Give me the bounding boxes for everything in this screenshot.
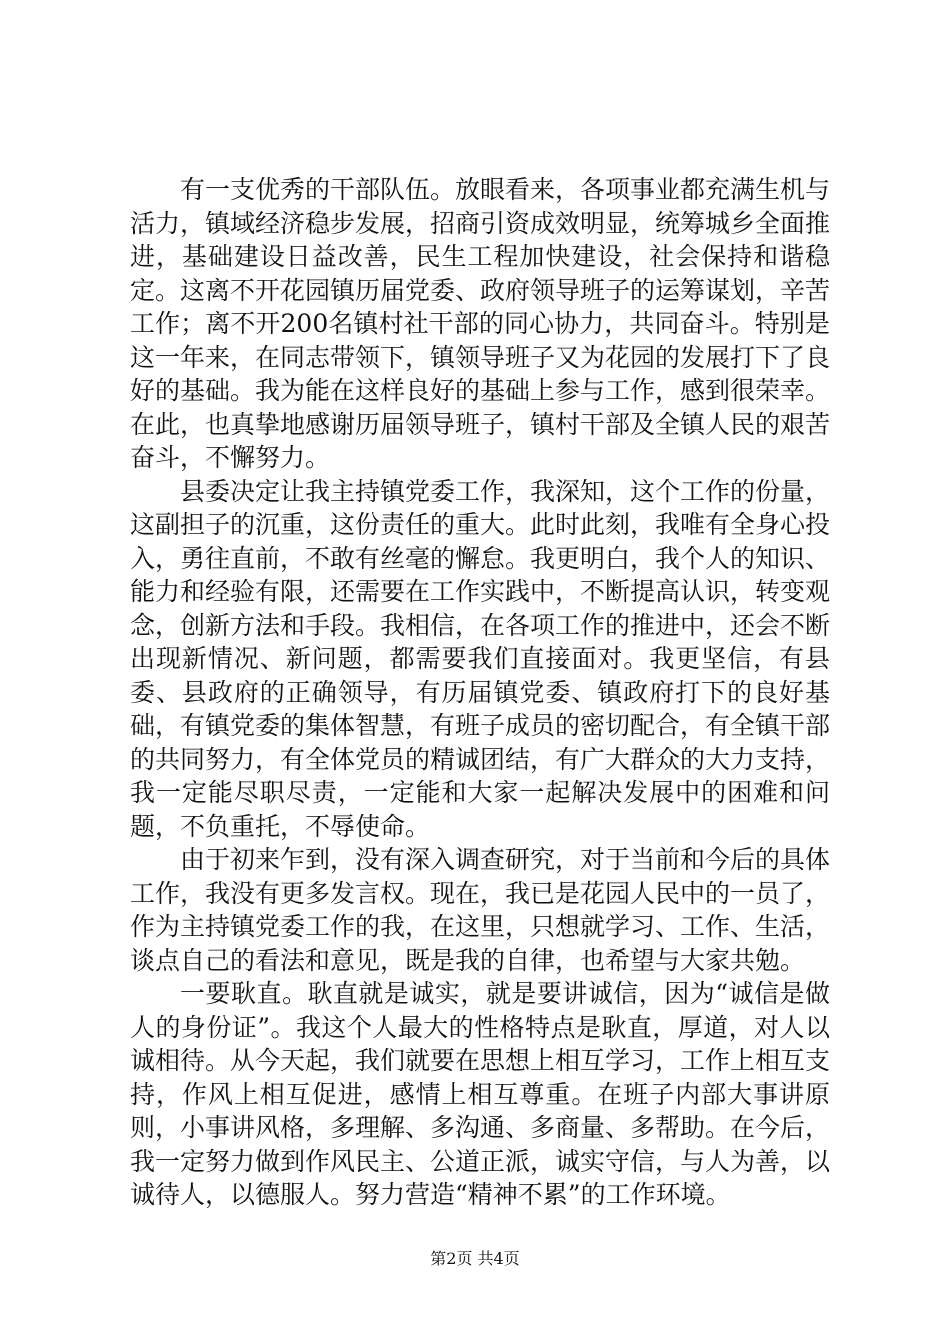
paragraph-4: 一要耿直。耿直就是诚实，就是要讲诚信，因为“诚信是做人的身份证”。我这个人最大的性格特点是耿直，厚道，对人以诚相待。从今天起，我们就要在思想上相互学习，工作上相互支持，作风上相互促进，感情上相互尊重。在班子内部大事讲原则，小事讲风格，多理解、多沟通、多商量、多帮助。在今后，我一定努力做到作风民主、公道正派，诚实守信，与人为善，以诚待人，以德服人。努力营造“精神不累”的工作环境。: [130, 979, 831, 1209]
paragraph-3: 由于初来乍到，没有深入调查研究，对于当前和今后的具体工作，我没有更多发言权。现在，我已是花园人民中的一员了，作为主持镇党委工作的我，在这里，只想就学习、工作、生活，谈点自己的看法和意见，既是我的自律，也希望与大家共勉。: [130, 845, 831, 975]
body-text: [130, 173, 830, 1212]
paragraph-2: 县委决定让我主持镇党委工作，我深知，这个工作的份量，这副担子的沉重，这份责任的重大。此时此刻，我唯有全身心投入，勇往直前，不敢有丝毫的懈怠。我更明白，我个人的知识、能力和经验有限，还需要在工作实践中，不断提高认识，转变观念，创新方法和手段。我相信，在各项工作的推进中，还会不断出现新情况、新问题，都需要我们直接面对。我更坚信，有县委、县政府的正确领导，有历届镇党委、镇政府打下的良好基础，有镇党委的集体智慧，有班子成员的密切配合，有全镇干部的共同努力，有全体党员的精诚团结，有广大群众的大力支持，我一定能尽职尽责，一定能和大家一起解决发展中的困难和问题，不负重托，不辱使命。: [130, 476, 831, 841]
page-footer: 第2页 共4页: [430, 1249, 520, 1268]
paragraph-1: 有一支优秀的干部队伍。放眼看来，各项事业都充满生机与活力，镇域经济稳步发展，招商引资成效明显，统筹城乡全面推进，基础建设日益改善，民生工程加快建设，社会保持和谐稳定。这离不开花园镇历届党委、政府领导班子的运筹谋划，辛苦工作；离不开200名镇村社干部的同心协力，共同奋斗。特别是这一年来，在同志带领下，镇领导班子又为花园的发展打下了良好的基础。我为能在这样良好的基础上参与工作，感到很荣幸。在此，也真挚地感谢历届领导班子，镇村干部及全镇人民的艰苦奋斗，不懈努力。: [130, 175, 831, 472]
